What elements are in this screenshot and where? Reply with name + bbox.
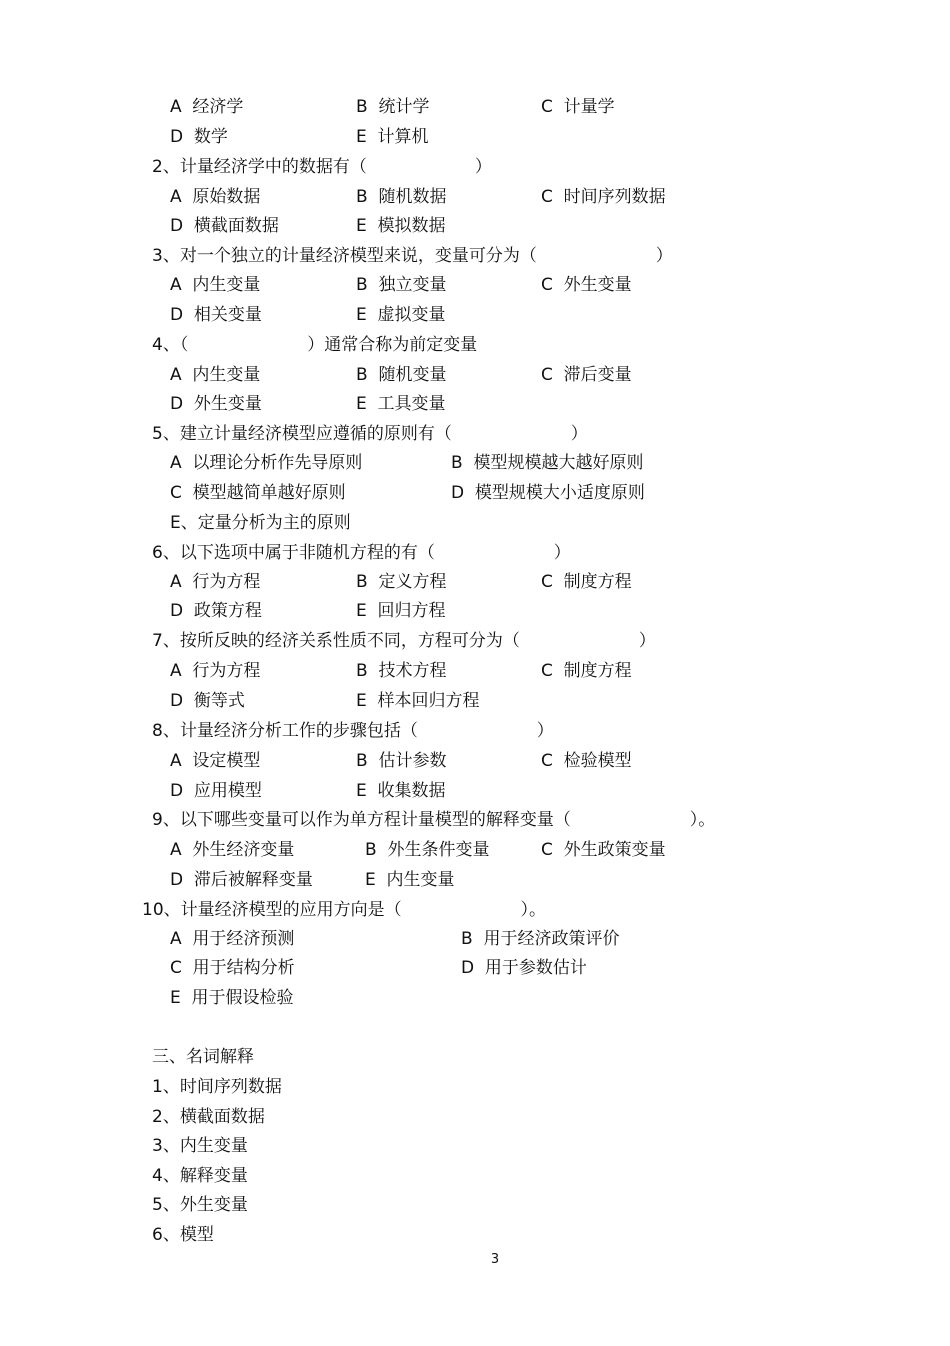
q1-option-e: E 计算机 [356,127,429,147]
q2-option-e: E 模拟数据 [356,216,446,236]
q9-option-d: D 滞后被解释变量 [170,870,313,890]
term-item: 5、外生变量 [152,1195,248,1215]
q3-option-a: A 内生变量 [170,275,261,295]
q3-option-e: E 虚拟变量 [356,305,446,325]
q3-option-c: C 外生变量 [541,275,632,295]
q4-option-a: A 内生变量 [170,365,261,385]
q6-option-a: A 行为方程 [170,572,261,592]
q4-option-c: C 滞后变量 [541,365,632,385]
q10-option-e: E 用于假设检验 [170,988,294,1008]
q2-option-a: A 原始数据 [170,187,261,207]
q10-option-d: D 用于参数估计 [461,958,587,978]
q5-option-e: E、定量分析为主的原则 [170,513,351,533]
q5-option-c: C 模型越简单越好原则 [170,483,346,503]
q9-option-a: A 外生经济变量 [170,840,295,860]
q7-option-e: E 样本回归方程 [356,691,480,711]
q10-stem: 10、计量经济模型的应用方向是（ ）。 [142,900,547,920]
term-item: 6、模型 [152,1225,214,1245]
section-heading: 三、名词解释 [152,1047,254,1067]
q9-stem: 9、以下哪些变量可以作为单方程计量模型的解释变量（ ）。 [152,810,716,830]
q10-option-a: A 用于经济预测 [170,929,295,949]
q4-option-d: D 外生变量 [170,394,262,414]
q3-option-b: B 独立变量 [356,275,447,295]
q9-option-b: B 外生条件变量 [365,840,490,860]
q10-option-b: B 用于经济政策评价 [461,929,620,949]
term-item: 2、横截面数据 [152,1107,265,1127]
q9-option-c: C 外生政策变量 [541,840,666,860]
q2-option-d: D 横截面数据 [170,216,279,236]
q6-option-e: E 回归方程 [356,601,446,621]
q9-option-e: E 内生变量 [365,870,455,890]
q2-option-c: C 时间序列数据 [541,187,666,207]
q5-option-d: D 模型规模大小适度原则 [451,483,645,503]
q3-stem: 3、对一个独立的计量经济模型来说，变量可分为（ ） [152,246,673,266]
q1-option-d: D 数学 [170,127,228,147]
q6-stem: 6、以下选项中属于非随机方程的有（ ） [152,543,571,563]
q4-stem: 4、（ ）通常合称为前定变量 [152,335,478,355]
q8-option-d: D 应用模型 [170,781,262,801]
q8-stem: 8、计量经济分析工作的步骤包括（ ） [152,721,554,741]
term-item: 3、内生变量 [152,1136,248,1156]
q1-option-b: B 统计学 [356,97,430,117]
term-item: 1、时间序列数据 [152,1077,282,1097]
q1-option-a: A 经济学 [170,97,244,117]
q5-option-b: B 模型规模越大越好原则 [451,453,644,473]
q8-option-c: C 检验模型 [541,751,632,771]
q2-option-b: B 随机数据 [356,187,447,207]
q7-option-d: D 衡等式 [170,691,245,711]
q4-option-e: E 工具变量 [356,394,446,414]
q7-stem: 7、按所反映的经济关系性质不同，方程可分为（ ） [152,631,656,651]
q7-option-c: C 制度方程 [541,661,632,681]
q3-option-d: D 相关变量 [170,305,262,325]
q5-option-a: A 以理论分析作先导原则 [170,453,363,473]
q7-option-b: B 技术方程 [356,661,447,681]
q6-option-c: C 制度方程 [541,572,632,592]
q10-option-c: C 用于结构分析 [170,958,295,978]
q1-option-c: C 计量学 [541,97,615,117]
q2-stem: 2、计量经济学中的数据有（ ） [152,157,492,177]
q8-option-a: A 设定模型 [170,751,261,771]
q5-stem: 5、建立计量经济模型应遵循的原则有（ ） [152,424,588,444]
q6-option-d: D 政策方程 [170,601,262,621]
q6-option-b: B 定义方程 [356,572,447,592]
q4-option-b: B 随机变量 [356,365,447,385]
q7-option-a: A 行为方程 [170,661,261,681]
term-item: 4、解释变量 [152,1166,248,1186]
q8-option-b: B 估计参数 [356,751,447,771]
page-number: 3 [490,1252,500,1267]
q8-option-e: E 收集数据 [356,781,446,801]
